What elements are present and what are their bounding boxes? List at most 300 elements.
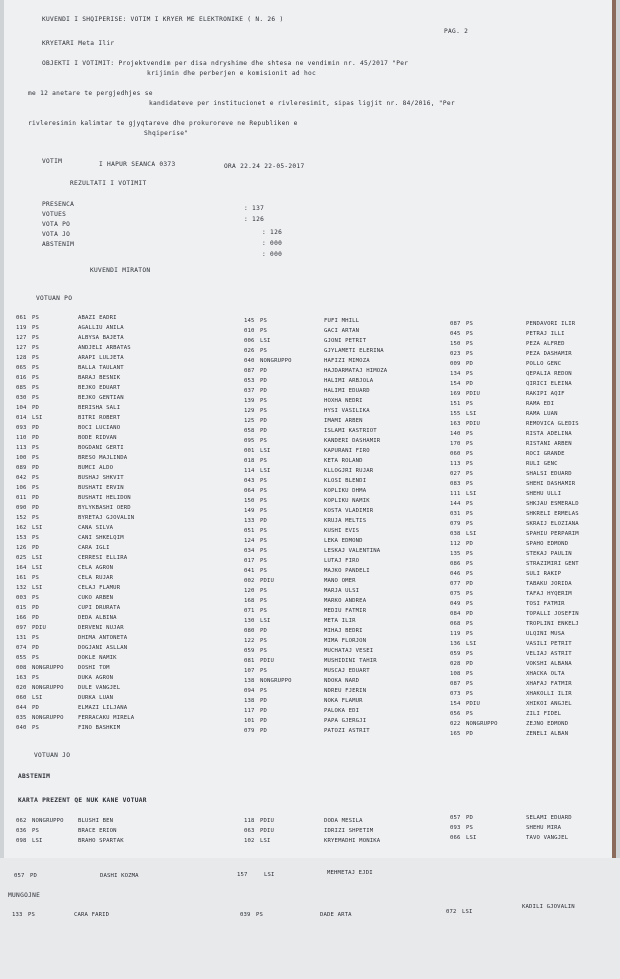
yes-vote-number-3: 135 [450,551,461,557]
yes-vote-number-3: 150 [450,341,461,347]
yes-vote-party-3: PD [466,581,474,587]
yes-vote-party-1: LSI [32,565,43,571]
bottom-row-name-1: DASHI KOZMA [100,873,139,879]
yes-vote-number-2: 043 [244,478,255,484]
yes-vote-number-3: 086 [450,561,461,567]
yes-vote-number-1: 162 [16,525,27,531]
yes-vote-name-1: AGALLIU ANILA [78,325,124,331]
yes-vote-party-1: PD [32,705,40,711]
yes-vote-number-1: 089 [16,465,27,471]
document-page-1 [4,0,616,860]
yes-vote-party-3: PS [466,321,474,327]
yes-vote-number-3: 134 [450,371,461,377]
yes-vote-party-2: PS [260,588,268,594]
yes-vote-number-1: 011 [16,495,27,501]
present-not-voted-number-1: 098 [16,838,27,844]
yes-vote-name-2: KAPURANI FIRO [324,448,370,454]
yes-vote-party-1: NONGRUPPO [32,685,64,691]
yes-vote-name-3: XHACKA OLTA [526,671,565,677]
present-not-voted-party-1: LSI [32,838,43,844]
yes-vote-party-1: PS [32,365,40,371]
present-not-voted-number-2: 063 [244,828,255,834]
yes-vote-party-2: PD [260,378,268,384]
yes-vote-party-3: PS [466,681,474,687]
yes-vote-name-3: RULI GENC [526,461,558,467]
yes-vote-number-3: 068 [450,621,461,627]
object-line-4: kandidateve per institucionet e rivleresimit, sipas ligjit nr. 84/2016, "Per [149,100,455,107]
yes-vote-name-3: RISTANI ARBEN [526,441,572,447]
yes-vote-number-2: 125 [244,418,255,424]
yes-vote-party-3: PS [466,621,474,627]
yes-vote-number-3: 155 [450,411,461,417]
yes-vote-name-1: BUSHAJ SHKVIT [78,475,124,481]
yes-vote-party-3: PS [466,341,474,347]
yes-vote-number-1: 093 [16,425,27,431]
section-no-heading: VOTUAN JO [34,752,71,759]
yes-vote-party-1: PS [32,335,40,341]
yes-vote-name-2: KLOSI BLENDI [324,478,367,484]
yes-vote-name-2: NDOKA NARD [324,678,360,684]
yes-vote-name-1: BALLA TAULANT [78,365,124,371]
absent-name-1: CARA FARID [74,912,110,918]
yes-vote-number-1: 152 [16,515,27,521]
yes-vote-number-3: 108 [450,671,461,677]
yes-vote-name-3: POLLO GENC [526,361,562,367]
yes-vote-party-2: PD [260,718,268,724]
yes-vote-number-2: 058 [244,428,255,434]
present-not-voted-party-1: PS [32,828,40,834]
object-line-6: Shqiperise" [144,130,189,137]
yes-vote-party-2: PS [260,328,268,334]
yes-vote-party-2: PS [260,558,268,564]
yes-vote-party-2: PD [260,368,268,374]
yes-vote-party-3: PS [466,501,474,507]
yes-vote-name-3: RAMA LUAN [526,411,558,417]
object-line-3: me 12 anetare te pergjedhjes se [28,90,153,97]
absent-party-3: LSI [462,909,473,915]
yes-vote-number-1: 015 [16,605,27,611]
vote-label: VOTIM [42,158,63,165]
yes-vote-number-1: 113 [16,445,27,451]
yes-vote-number-2: 037 [244,388,255,394]
yes-vote-party-3: PDIU [466,701,481,707]
yes-vote-number-1: 061 [16,315,27,321]
yes-vote-name-2: HAJDARMATAJ HIMOZA [324,368,388,374]
yes-vote-name-3: RISTA ADELINA [526,431,572,437]
yes-vote-party-3: PD [466,611,474,617]
yes-vote-number-3: 165 [450,731,461,737]
yes-vote-name-2: KLLOGJRI RUJAR [324,468,374,474]
yes-votes-value: : 126 [262,229,283,236]
yes-vote-party-3: LSI [466,531,477,537]
yes-vote-number-3: 073 [450,691,461,697]
yes-vote-name-2: MUSCAJ EDUART [324,668,370,674]
yes-vote-name-1: CERRESI ELLIRA [78,555,128,561]
yes-vote-name-3: PETRAJ ILLI [526,331,565,337]
yes-vote-name-1: DHIMA ANTONETA [78,635,128,641]
yes-vote-name-3: TABAKU JORIDA [526,581,572,587]
yes-vote-name-2: FUFI MHILL [324,318,360,324]
present-not-voted-name-1: BRAHO SPARTAK [78,838,124,844]
yes-vote-number-3: 046 [450,571,461,577]
yes-vote-name-3: TAFAJ HYQERIM [526,591,572,597]
yes-vote-number-2: 107 [244,668,255,674]
yes-vote-party-1: PS [32,445,40,451]
yes-vote-number-3: 009 [450,361,461,367]
yes-vote-name-3: STEKAJ PAULIN [526,551,572,557]
yes-vote-party-3: LSI [466,411,477,417]
yes-vote-number-2: 026 [244,348,255,354]
yes-vote-number-3: 111 [450,491,461,497]
yes-vote-name-1: FINO BASHKIM [78,725,121,731]
yes-vote-party-3: PS [466,711,474,717]
yes-vote-number-1: 132 [16,585,27,591]
section-absent-heading: MUNGOJNE [8,892,41,899]
yes-vote-name-3: SPAHO EDMOND [526,541,569,547]
absent-name-3: KADILI GJOVALIN [522,904,575,910]
yes-vote-party-3: LSI [466,641,477,647]
yes-vote-party-2: PD [260,418,268,424]
yes-vote-name-1: ANDJELI ARBATAS [78,345,131,351]
yes-vote-party-2: PD [260,728,268,734]
yes-vote-name-1: DEDA ALBINA [78,615,117,621]
yes-vote-party-2: PS [260,598,268,604]
yes-vote-number-1: 030 [16,395,27,401]
voters-label: VOTUES [42,211,67,218]
yes-vote-number-1: 008 [16,665,27,671]
yes-vote-party-2: PS [260,488,268,494]
yes-vote-name-2: MUSHIDINI TAHIR [324,658,377,664]
yes-vote-name-1: BYRETAJ GJOVALIN [78,515,135,521]
section-yes-heading: VOTUAN PO [36,295,73,302]
yes-vote-party-2: PS [260,478,268,484]
yes-vote-number-2: 101 [244,718,255,724]
yes-vote-party-2: PS [260,398,268,404]
yes-vote-number-2: 094 [244,688,255,694]
yes-vote-number-2: 059 [244,648,255,654]
yes-vote-number-1: 119 [16,325,27,331]
presence-value: : 137 [244,205,265,212]
yes-vote-name-1: CUPI DRURATA [78,605,121,611]
yes-votes-label: VOTA PO [42,221,71,228]
yes-vote-number-1: 065 [16,365,27,371]
yes-vote-party-1: NONGRUPPO [32,715,64,721]
present-not-voted-party-1: NONGRUPPO [32,818,64,824]
yes-vote-name-1: ABAZI EADRI [78,315,117,321]
section-abstain-heading: ABSTENIM [18,773,51,780]
yes-vote-name-1: BITRI ROBERT [78,415,121,421]
yes-vote-number-1: 153 [16,535,27,541]
yes-vote-name-2: HALIMI EDUARD [324,388,370,394]
present-not-voted-name-1: BRACE ERION [78,828,117,834]
yes-vote-number-3: 140 [450,431,461,437]
yes-vote-name-3: RAMA EDI [526,401,555,407]
yes-vote-name-2: MIMA FLORJON [324,638,367,644]
yes-vote-number-1: 128 [16,355,27,361]
yes-vote-number-3: 056 [450,711,461,717]
yes-vote-party-1: PS [32,375,40,381]
yes-vote-party-1: PS [32,315,40,321]
yes-vote-party-2: NONGRUPPO [260,358,292,364]
yes-vote-number-3: 113 [450,461,461,467]
yes-vote-name-1: ELMAZI LILJANA [78,705,128,711]
yes-vote-party-3: PS [466,691,474,697]
yes-vote-number-1: 163 [16,675,27,681]
yes-vote-number-3: 075 [450,591,461,597]
yes-vote-name-2: KRUJA MELTIS [324,518,367,524]
yes-vote-name-1: CANI SHKELQIM [78,535,124,541]
yes-vote-party-1: NONGRUPPO [32,665,64,671]
yes-vote-name-1: BEJKO GENTIAN [78,395,124,401]
yes-vote-name-1: DUKA AGRON [78,675,114,681]
yes-vote-name-3: ROCI GRANDE [526,451,565,457]
yes-vote-number-2: 010 [244,328,255,334]
yes-vote-number-3: 083 [450,481,461,487]
yes-vote-name-2: KETA ROLAND [324,458,363,464]
bottom-row-party-2: LSI [264,872,275,878]
yes-vote-name-2: KANDERI DASHAMIR [324,438,381,444]
yes-vote-name-1: DOGJANI ASLLAN [78,645,128,651]
yes-vote-name-2: KOSTA VLADIMIR [324,508,374,514]
yes-vote-name-1: BUMCI ALDO [78,465,114,471]
yes-vote-party-2: PD [260,708,268,714]
absent-party-1: PS [28,912,36,918]
yes-vote-party-3: PS [466,401,474,407]
yes-vote-name-3: TOSI FATMIR [526,601,565,607]
yes-vote-name-3: ZEJNO EDMOND [526,721,569,727]
yes-vote-party-2: PS [260,608,268,614]
yes-vote-number-3: 163 [450,421,461,427]
yes-vote-party-3: PS [466,671,474,677]
yes-vote-party-1: PS [32,485,40,491]
yes-vote-party-1: PS [32,385,40,391]
bottom-row-party-1: PD [30,873,38,879]
yes-vote-number-1: 090 [16,505,27,511]
yes-vote-number-2: 122 [244,638,255,644]
yes-vote-party-2: NONGRUPPO [260,678,292,684]
yes-vote-name-2: MIHAJ BEDRI [324,628,363,634]
yes-vote-name-2: LEKA EDMOND [324,538,363,544]
yes-vote-party-1: PS [32,655,40,661]
yes-vote-number-3: 136 [450,641,461,647]
present-not-voted-name-2: IDRIZI SHPETIM [324,828,374,834]
yes-vote-name-1: BERISHA SALI [78,405,121,411]
yes-vote-name-1: BUSHATI HELIDON [78,495,131,501]
yes-vote-name-1: DURKA LUAN [78,695,114,701]
yes-vote-name-3: QIRICI ELEINA [526,381,572,387]
yes-vote-party-1: PS [32,475,40,481]
yes-vote-name-1: ALBYSA BAJETA [78,335,124,341]
yes-vote-number-1: 074 [16,645,27,651]
yes-vote-party-1: PS [32,395,40,401]
yes-vote-party-3: PS [466,591,474,597]
yes-vote-number-2: 095 [244,438,255,444]
yes-vote-number-2: 114 [244,468,255,474]
yes-vote-party-3: PS [466,461,474,467]
yes-vote-party-2: PD [260,388,268,394]
yes-vote-name-1: CELAJ FLAMUR [78,585,121,591]
yes-vote-number-2: 001 [244,448,255,454]
yes-vote-number-2: 080 [244,628,255,634]
yes-vote-party-1: PD [32,545,40,551]
page-number: PAG. 2 [444,28,469,35]
yes-vote-name-2: KUSHI EVIS [324,528,360,534]
yes-vote-number-2: 034 [244,548,255,554]
yes-vote-number-2: 051 [244,528,255,534]
yes-vote-party-2: PS [260,508,268,514]
yes-vote-name-2: MUCHATAJ VESEI [324,648,374,654]
object-line-2: krijimin dhe perberjen e komisionit ad hoc [147,70,317,77]
yes-vote-number-1: 097 [16,625,27,631]
voters-value: : 126 [244,216,265,223]
president-line: KRYETARI Meta Ilir [42,40,115,47]
present-not-voted-name-3: SHEHU MIRA [526,825,562,831]
yes-vote-party-1: PS [32,575,40,581]
yes-vote-party-2: PS [260,688,268,694]
yes-vote-party-2: PS [260,648,268,654]
yes-vote-number-1: 055 [16,655,27,661]
yes-vote-name-3: SULI RAKIP [526,571,562,577]
yes-vote-number-2: 120 [244,588,255,594]
yes-vote-number-2: 041 [244,568,255,574]
abstain-label: ABSTENIM [42,241,75,248]
vote-time: ORA 22.24 22-05-2017 [224,163,305,170]
bottom-row-number-2: 157 [237,872,248,878]
yes-vote-number-3: 079 [450,521,461,527]
yes-vote-party-2: PS [260,638,268,644]
yes-vote-number-2: 168 [244,598,255,604]
present-not-voted-number-3: 093 [450,825,461,831]
no-votes-label: VOTA JO [42,231,71,238]
yes-vote-number-3: 154 [450,701,461,707]
yes-vote-number-2: 149 [244,508,255,514]
yes-vote-party-1: LSI [32,555,43,561]
yes-vote-name-3: ZILI FIDEL [526,711,562,717]
yes-vote-party-1: PS [32,515,40,521]
yes-vote-name-1: BOGDANI GERTI [78,445,124,451]
yes-vote-number-1: 161 [16,575,27,581]
yes-vote-number-3: 169 [450,391,461,397]
yes-vote-number-2: 071 [244,608,255,614]
yes-vote-party-2: PS [260,548,268,554]
yes-vote-name-3: SHEHU ULLI [526,491,562,497]
yes-vote-name-2: IMAMI ARBEN [324,418,363,424]
yes-vote-party-1: LSI [32,585,43,591]
yes-vote-name-3: VOKSHI ALBANA [526,661,572,667]
yes-vote-party-1: PD [32,405,40,411]
yes-vote-number-2: 133 [244,518,255,524]
yes-vote-party-3: PS [466,521,474,527]
yes-vote-name-2: MAJKO PANDELI [324,568,370,574]
yes-vote-name-3: SPAHIU PERPARIM [526,531,579,537]
yes-vote-number-3: 022 [450,721,461,727]
yes-vote-name-3: VASILI PETRIT [526,641,572,647]
yes-vote-number-3: 084 [450,611,461,617]
yes-vote-party-2: PS [260,568,268,574]
no-votes-value: : 000 [262,240,283,247]
present-not-voted-name-1: BLUSHI BEN [78,818,114,824]
yes-vote-party-2: PS [260,408,268,414]
yes-vote-number-3: 087 [450,681,461,687]
yes-vote-party-1: PS [32,325,40,331]
yes-vote-party-3: PD [466,381,474,387]
yes-vote-party-2: PS [260,458,268,464]
yes-vote-name-2: NDREU FJERIN [324,688,367,694]
absent-number-3: 072 [446,909,457,915]
absent-party-2: PS [256,912,264,918]
yes-vote-party-1: PS [32,675,40,681]
yes-vote-number-2: 138 [244,678,255,684]
present-not-voted-name-2: KRYEMADHI MONIKA [324,838,381,844]
yes-vote-party-1: PD [32,465,40,471]
yes-vote-name-2: LUTAJ FIRO [324,558,360,564]
yes-vote-name-1: CARA IGLI [78,545,110,551]
abstain-value: : 000 [262,251,283,258]
section-present-heading: KARTA PREZENT QE NUK KANE VOTUAR [18,797,147,804]
yes-vote-name-2: HAFIZI MIMOZA [324,358,370,364]
yes-vote-name-1: CUKO ARBEN [78,595,114,601]
yes-vote-name-3: PEZA DASHAMIR [526,351,572,357]
bottom-row-number-1: 057 [14,873,25,879]
yes-vote-number-2: 079 [244,728,255,734]
present-not-voted-party-2: LSI [260,838,271,844]
results-heading: REZULTATI I VOTIMIT [70,180,147,187]
present-not-voted-number-3: 057 [450,815,461,821]
yes-vote-name-1: BOCI LUCIANO [78,425,121,431]
yes-vote-name-3: SHEHI DASHAMIR [526,481,576,487]
yes-vote-name-3: ULQINI MUSA [526,631,565,637]
yes-vote-number-3: 119 [450,631,461,637]
yes-vote-party-2: PS [260,668,268,674]
yes-vote-name-3: STRAZIMIRI GENT [526,561,579,567]
yes-vote-party-2: PD [260,518,268,524]
yes-vote-name-3: VELIAJ ASTRIT [526,651,572,657]
yes-vote-number-3: 151 [450,401,461,407]
yes-vote-party-3: PS [466,551,474,557]
present-not-voted-party-3: PD [466,815,474,821]
yes-vote-party-1: LSI [32,695,43,701]
yes-vote-party-1: PD [32,605,40,611]
yes-vote-name-3: PEZA ALFRED [526,341,565,347]
yes-vote-party-1: PD [32,615,40,621]
yes-vote-name-2: PAPA GJERGJI [324,718,367,724]
object-line-5: rivleresimin kalimtar te gjyqtareve dhe prokuroreve ne Republiken e [28,120,298,127]
yes-vote-number-1: 003 [16,595,27,601]
yes-vote-party-1: PD [32,505,40,511]
yes-vote-number-1: 100 [16,455,27,461]
yes-vote-number-3: 170 [450,441,461,447]
yes-vote-party-1: PS [32,595,40,601]
yes-vote-name-1: BEJKO EDUART [78,385,121,391]
yes-vote-number-1: 127 [16,335,27,341]
yes-vote-party-3: PS [466,371,474,377]
yes-vote-name-1: BRESO MAJLINDA [78,455,128,461]
yes-vote-party-3: PD [466,361,474,367]
yes-vote-party-2: PS [260,318,268,324]
yes-vote-name-1: CELA RUJAR [78,575,114,581]
present-not-voted-name-2: DODA MESILA [324,818,363,824]
yes-vote-number-1: 166 [16,615,27,621]
page-edge [612,0,616,860]
yes-vote-party-3: PD [466,541,474,547]
yes-vote-name-3: PENDAVORI ILIR [526,321,576,327]
yes-vote-number-3: 027 [450,471,461,477]
yes-vote-number-3: 112 [450,541,461,547]
yes-vote-party-3: PS [466,561,474,567]
yes-vote-name-1: FERRACAKU MIRELA [78,715,135,721]
yes-vote-name-1: DERVENI NUJAR [78,625,124,631]
present-not-voted-party-3: LSI [466,835,477,841]
